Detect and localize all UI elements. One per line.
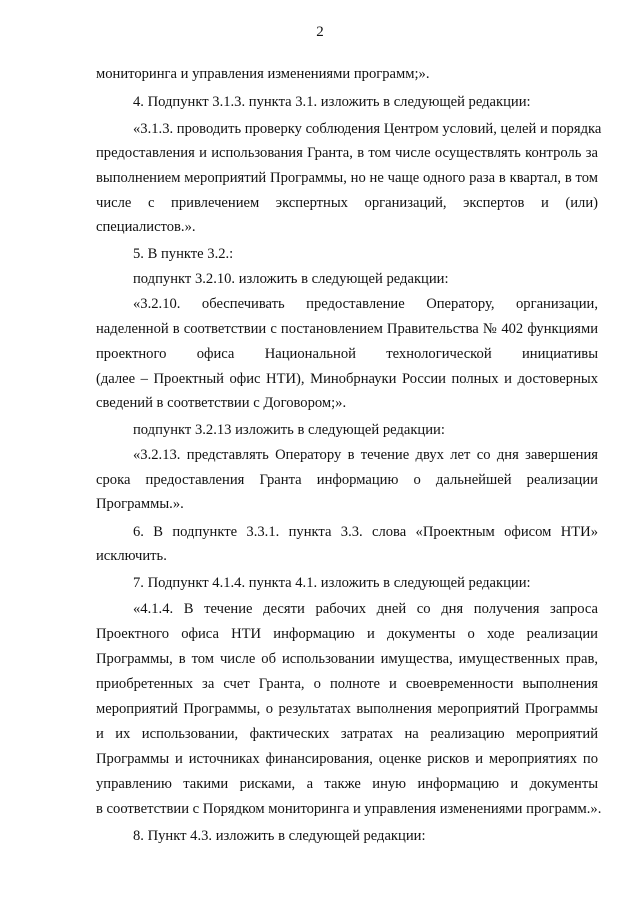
- text-line: специалистов.».: [96, 219, 196, 235]
- text-line: Программы и источниках финансирования, оценке рисков и мероприятиях по: [96, 751, 598, 767]
- text-line: мероприятий Программы, о результатах выполнения мероприятий Программы: [96, 701, 598, 717]
- text-line: подпункт 3.2.13 изложить в следующей редакции:: [133, 422, 445, 438]
- page-number: 2: [316, 24, 324, 40]
- text-line: сведений в соответствии с Договором;».: [96, 395, 347, 411]
- text-line: мониторинга и управления изменениями программ;».: [96, 66, 430, 82]
- text-line: 5. В пункте 3.2.:: [133, 246, 234, 262]
- text-line: 4. Подпункт 3.1.3. пункта 3.1. изложить в следующей редакции:: [133, 94, 531, 110]
- text-line: подпункт 3.2.10. изложить в следующей редакции:: [133, 271, 449, 287]
- text-line: (далее – Проектный офис НТИ), Минобрнауки России полных и достоверных: [96, 371, 598, 387]
- text-line: 6. В подпункте 3.3.1. пункта 3.3. слова «Проектным офисом НТИ»: [133, 524, 598, 540]
- text-line: «3.2.10. обеспечивать предоставление Оператору, организации,: [133, 296, 598, 312]
- text-line: проектного офиса Национальной технологической инициативы: [96, 346, 598, 362]
- text-line: «3.1.3. проводить проверку соблюдения Центром условий, целей и порядка: [133, 121, 602, 137]
- text-line: наделенной в соответствии с постановлением Правительства № 402 функциями: [96, 321, 598, 337]
- text-line: числе с привлечением экспертных организаций, экспертов и (или): [96, 195, 598, 211]
- text-line: предоставления и использования Гранта, в том числе осуществлять контроль за: [96, 145, 598, 161]
- text-line: исключить.: [96, 548, 167, 564]
- text-line: приобретенных за счет Гранта, о полноте и своевременности выполнения: [96, 676, 598, 692]
- text-line: «3.2.13. представлять Оператору в течение двух лет со дня завершения: [133, 447, 598, 463]
- text-line: Программы, в том числе об использовании имущества, имущественных прав,: [96, 651, 598, 667]
- text-line: Проектного офиса НТИ информацию и документы о ходе реализации: [96, 626, 598, 642]
- text-line: в соответствии с Порядком мониторинга и управления изменениями программ.».: [96, 801, 602, 817]
- text-line: 8. Пункт 4.3. изложить в следующей редакции:: [133, 828, 426, 844]
- text-line: срока предоставления Гранта информацию о дальнейшей реализации: [96, 472, 598, 488]
- text-line: «4.1.4. В течение десяти рабочих дней со дня получения запроса: [133, 601, 598, 617]
- text-line: и их использовании, фактических затратах на реализацию мероприятий: [96, 726, 598, 742]
- text-line: 7. Подпункт 4.1.4. пункта 4.1. изложить в следующей редакции:: [133, 575, 531, 591]
- text-line: управлению такими рисками, а также иную информацию и документы: [96, 776, 598, 792]
- text-line: выполнением мероприятий Программы, но не чаще одного раза в квартал, в том: [96, 170, 598, 186]
- text-line: Программы.».: [96, 496, 184, 512]
